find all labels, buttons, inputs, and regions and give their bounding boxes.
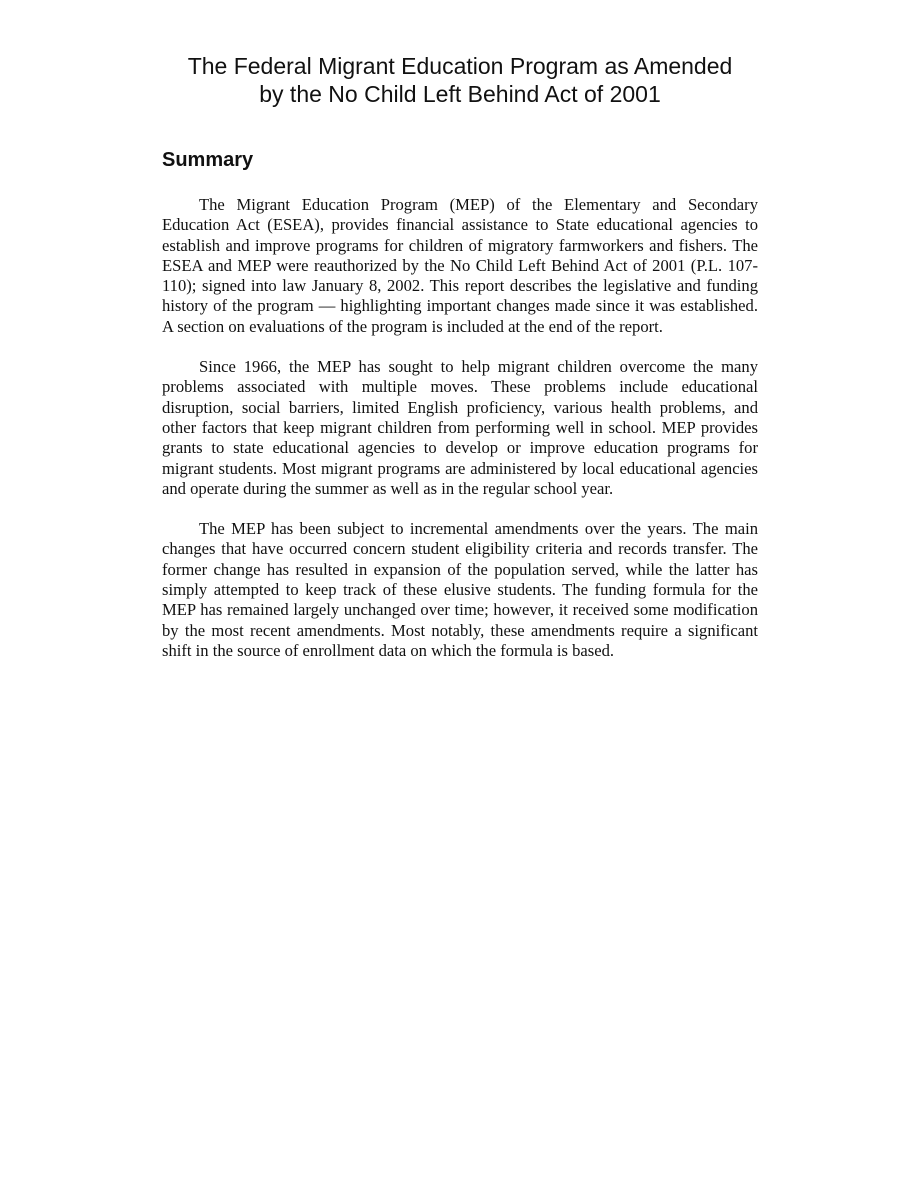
document-title-line-1: The Federal Migrant Education Program as Amended: [187, 53, 733, 79]
summary-heading: Summary: [162, 149, 254, 171]
document-page: [162, 52, 758, 661]
summary-paragraph-3: The MEP has been subject to incremental amendments over the years. The main changes that have occurred concern student eligibility criteria and records transfer. The former change has resulted in expansion of the population served, while the latter has simply attempted to keep track of these elusive students. The funding formula for the MEP has remained largely unchanged over time; however, it received some modification by the most recent amendments. Most notably, these amendments require a significant shift in the source of enrollment data on which the formula is based.: [162, 519, 758, 660]
document-title-line-2: by the No Child Left Behind Act of 2001: [259, 81, 661, 107]
summary-paragraph-2: Since 1966, the MEP has sought to help migrant children overcome the many problems associated with multiple moves. These problems include educational disruption, social barriers, limited English proficiency, various health problems, and other factors that keep migrant children from performing well in school. MEP provides grants to state educational agencies to develop or improve education programs for migrant students. Most migrant programs are administered by local educational agencies and operate during the summer as well as in the regular school year.: [162, 357, 758, 498]
document-title: [162, 52, 758, 108]
summary-paragraph-1: The Migrant Education Program (MEP) of the Elementary and Secondary Education Act (ESEA), provides financial assistance to State educational agencies to establish and improve programs for children of migratory farmworkers and fishers. The ESEA and MEP were reauthorized by the No Child Left Behind Act of 2001 (P.L. 107-110); signed into law January 8, 2002. This report describes the legislative and funding history of the program — highlighting important changes made since it was established. A section on evaluations of the program is included at the end of the report.: [162, 195, 758, 336]
